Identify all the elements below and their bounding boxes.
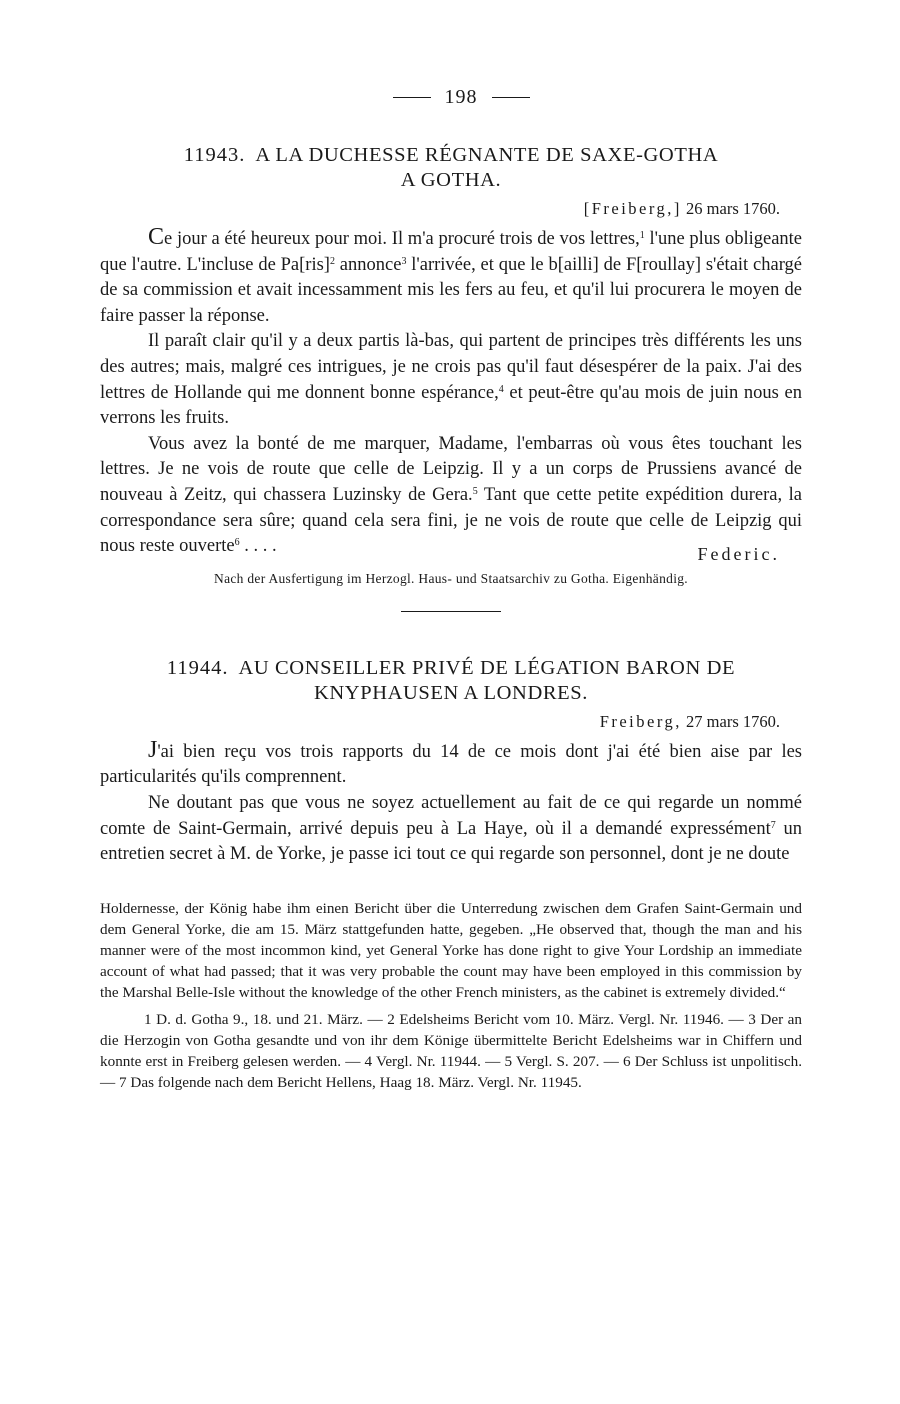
letter1-source-note: Nach der Ausfertigung im Herzogl. Haus- und Staatsarchiv zu Gotha. Eigenhändig. [214, 570, 688, 586]
letter2-p2-text-b: un entretien secret à M. de Yorke, je passe ici tout ce qui regarde son personnel, dont je ne doute [100, 818, 803, 865]
letter1-date: 26 mars 1760. [686, 199, 780, 218]
letter1-signature: Federic. [697, 543, 780, 564]
letter2-date-place: Freiberg, [599, 711, 682, 731]
letter1-p3-text-a: Vous avez la bonté de me marquer, Madame, l'embarras où vous êtes touchant les lettres. Je ne vois de route que celle de Leipzig. Il y a un corps de Prussiens avancé de nouveau à Zeitz, qui chassera Luzinsky de Gera. [100, 433, 802, 505]
letter2-heading [100, 656, 802, 706]
letter2-body [100, 738, 802, 868]
letter2-dateline [100, 712, 802, 732]
letter1-body [100, 225, 802, 560]
letter1-paragraph-3 [100, 432, 802, 560]
letter2-p2-text-a: Ne doutant pas que vous ne soyez actuellement au fait de ce qui regarde un nommé comte de Saint-Germain, arrivé depuis peu à La Haye, où il a demandé expressément [100, 792, 802, 839]
page-number: 198 [444, 86, 478, 108]
letter1-date-place: [Freiberg,] [583, 199, 682, 218]
letter2-number: 11944. [166, 656, 229, 679]
letter1-p3-text-b: Tant que cette petite expédition durera, la correspondance sera sûre; quand cela sera fini, je ne vois de route que celle de Leipzig qui nous reste ouverte [100, 484, 802, 557]
letter2-p1-text: 'ai bien reçu vos trois rapports du 14 de ce mois dont j'ai été bien aise par les particularités qu'ils comprennent. [100, 741, 802, 788]
letter1-paragraph-1 [100, 225, 802, 329]
letter1-dateline [100, 199, 802, 219]
letter1-heading [100, 143, 802, 193]
footnote-ref-1: 1 [639, 230, 645, 241]
letter1-initial: C [148, 224, 165, 250]
letter2-title-line1: AU CONSEILLER PRIVÉ DE LÉGATION BARON DE [238, 656, 736, 679]
letter2-paragraph-2 [100, 791, 802, 868]
footnote-ref-4: 4 [498, 383, 504, 395]
letter2-initial: J [148, 736, 158, 763]
letter1-p1-text-c: annonce [334, 254, 402, 275]
letter2-date: 27 mars 1760. [686, 711, 780, 731]
footnote-ref-2: 2 [329, 255, 335, 267]
footnote-ref-6: 6 [234, 537, 240, 549]
letter1-p2-text-a: Il paraît clair qu'il y a deux partis là-bas, qui partent de principes très différents les uns des autres; mais, malgré ces intrigues, je ne crois pas qu'il faut désespérer de la paix. J'ai des lettres de Hollande qui me donnent bonne espérance, [100, 331, 802, 403]
page-number-row [120, 86, 802, 109]
footnote-ref-3: 3 [401, 255, 407, 267]
page-number-dash-left [393, 97, 431, 98]
letter1-title-line1: A LA DUCHESSE RÉGNANTE DE SAXE-GOTHA [255, 144, 719, 166]
footnote-continuation: Holdernesse, der König habe ihm einen Bericht über die Unterredung zwischen dem Grafen Saint-Germain und dem General Yorke, die am 15. März stattgefunden hatte, gegeben. „He observed that, though the man and his manner were of the most incommon kind, yet General Yorke has done right to give Your Lordship an immediate account of what had passed; that it was very probable the count may have been employed in this commission by the Marshal Belle-Isle without the knowledge of the other French ministers, as the cabinet is extremely divided.“ [100, 899, 802, 1001]
letter1-p1-text-a: e jour a été heureux pour moi. Il m'a procuré trois de vos lettres, [164, 229, 640, 249]
letter2-paragraph-1 [100, 738, 802, 791]
footnote-ref-7: 7 [770, 819, 776, 831]
letter2-title-line2: KNYPHAUSEN A LONDRES. [313, 681, 588, 704]
letter1-p3-text-c: . . . . [239, 536, 277, 557]
letter1-title-line2: A GOTHA. [400, 169, 502, 191]
section-divider [401, 611, 501, 612]
page [100, 86, 802, 1093]
letter1-p1-text-d: l'arrivée, et que le b[ailli] de F[roullay] s'était chargé de sa commission et avait incessamment mis les fers au feu, et qu'il lui procurera le moyen de faire passer la réponse. [100, 254, 802, 326]
letter1-p1-text-b: l'une plus obligeante que l'autre. L'incluse de Pa[ris] [100, 229, 803, 275]
letter1-number: 11943. [183, 144, 246, 166]
page-number-dash-right [492, 97, 530, 98]
footnotes-section [100, 898, 802, 1093]
letter1-p2-text-b: et peut-être qu'au mois de juin nous en verrons les fruits. [100, 382, 802, 429]
footnote-ref-5: 5 [472, 485, 478, 497]
letter1-paragraph-2 [100, 329, 802, 431]
footnotes-list: 1 D. d. Gotha 9., 18. und 21. März. — 2 Edelsheims Bericht vom 10. März. Vergl. Nr. 11946. — 3 Der an die Herzogin von Gotha gesandte und von ihr dem Könige übermittelte Bericht Edelsheims war in Chiffern und konnte erst in Freiberg gelesen werden. — 4 Vergl. Nr. 11944. — 5 Vergl. S. 207. — 6 Der Schluss ist unpolitisch. — 7 Das folgende nach dem Bericht Hellens, Haag 18. März. Vergl. Nr. 11945. [100, 1010, 802, 1091]
